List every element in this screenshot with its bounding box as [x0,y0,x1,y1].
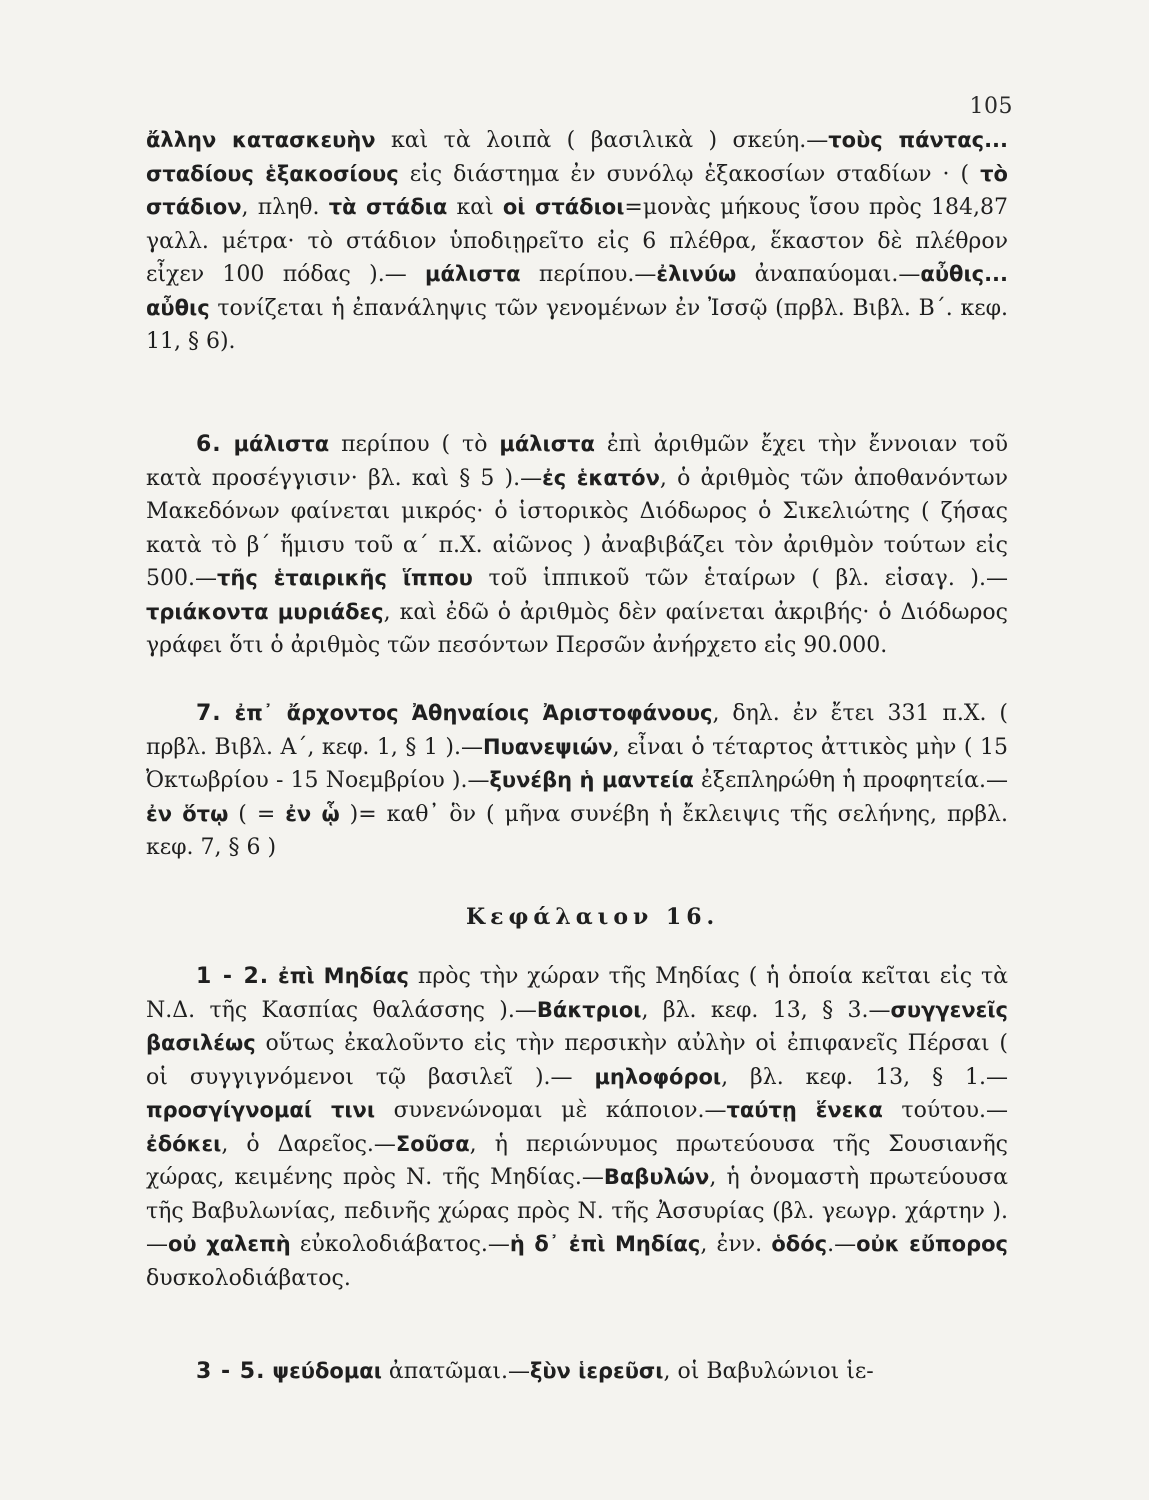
paragraph-number: 1 - 2. [196,964,270,989]
gloss-text: , πληθ. [241,195,329,220]
glossed-term: αὖθις... αὖθις [146,262,1009,320]
paragraph-text [272,1359,873,1384]
gloss-text: )= καθ᾽ ὃν ( μῆνα συνέβη ἡ ἔκλειψις τῆς σελήνης, πρβλ. κεφ. 7, § 6 ) [146,801,1008,860]
gloss-text: , ἡ περιώνυμος πρωτεύουσα τῆς Σουσιανῆς χώρας, κειμένης πρὸς Ν. τῆς Μηδίας.— [146,1131,1008,1190]
glossed-term: ὁδός [771,1232,828,1256]
glossed-term: ἡ δ᾽ ἐπὶ Μηδίας [509,1232,701,1256]
glossed-term: ἐν ὅτῳ [146,801,229,826]
gloss-text: , ὁ ἀριθμὸς τῶν ἀποθανόντων Μακεδόνων φαίνεται μικρός· ὁ ἱστορικὸς Διόδωρος ὁ Σικελιώτης ( ζήσας κατὰ τὸ β΄ ἥμισυ τοῦ α΄ π.Χ. αἰῶνος ) ἀναβιβάζει τὸν ἀριθμὸν τούτων εἰς 500.— [146,465,1008,591]
glossed-term: τοὺς πάντας... σταδίους ἑξακοσίους [146,128,1009,186]
glossed-term: ἐπ᾽ ἄρχοντος Ἀθηναίοις Ἀριστοφάνους [234,701,713,725]
commentary-paragraph-7 [146,697,1008,865]
gloss-text: πρὸς τὴν χώραν τῆς Μηδίας ( ἡ ὁποία κεῖται εἰς τὰ Ν.Δ. τῆς Κασπίας θαλάσσης ).— [146,964,1008,1023]
gloss-text: ( = [228,801,286,827]
paragraph-text [146,432,1008,658]
commentary-paragraph-6 [146,428,1008,663]
glossed-term: ἐς ἑκατόν [542,465,660,490]
gloss-text: ἀναπαύομαι.— [736,262,921,287]
chapter-heading: Κεφάλαιον 16. [466,904,720,930]
glossed-term: τῆς ἑταιρικῆς ἵππου [216,566,473,590]
glossed-term: οὐ χαλεπὴ [168,1232,291,1256]
glossed-term: ἐπὶ Μηδίας [278,964,410,988]
gloss-text: περίπου ( τὸ [329,432,500,457]
gloss-text: , οἱ Βαβυλώνιοι ἱε- [663,1359,874,1384]
gloss-text: συνενώνομαι μὲ κάποιον.— [375,1098,727,1123]
glossed-term: ἄλλην κατασκευὴν [146,128,376,152]
gloss-text: ἀπατῶμαι.— [381,1359,530,1384]
paragraph-text [146,701,1008,860]
paragraph-number: 6. [196,432,222,457]
gloss-text: , δηλ. ἐν ἔτει 331 π.Χ. ( πρβλ. Βιβλ. Α΄, κεφ. 1, § 1 ).— [146,701,1008,760]
glossed-term: Σοῦσα [395,1131,470,1156]
gloss-text: =μονὰς μήκους ἴσου πρὸς 184,87 γαλλ. μέτρα· τὸ στάδιον ὑποδιῃρεῖτο εἰς 6 πλέθρα, ἕκαστον δὲ πλέθρον εἶχεν 100 πόδας ).— [146,195,1009,287]
glossed-term: τὸ στάδιον [146,161,1008,219]
glossed-term: ξὺν ἱερεῦσι [529,1359,664,1383]
gloss-text: τοῦ ἱππικοῦ τῶν ἑταίρων ( βλ. εἰσαγ. ).— [472,566,1008,591]
paragraph-text [146,964,1008,1291]
glossed-term: ξυνέβη ἡ μαντεία [489,768,694,792]
page-number: 105 [969,94,1013,119]
glossed-term: οἱ στάδιοι [502,195,625,219]
glossed-term: τὰ στάδια [328,195,448,219]
glossed-term: Βάκτριοι [536,997,642,1022]
gloss-text: εὐκολοδιάβατος.— [290,1232,510,1257]
glossed-term: ἐν ᾧ [285,801,340,826]
gloss-text: εἰς διάστημα ἐν συνόλῳ ἑξακοσίων σταδίων · ( [398,161,981,187]
glossed-term: μάλιστα [499,432,595,456]
gloss-text: περίπου.— [520,262,657,287]
commentary-paragraph-1-2 [146,960,1008,1295]
glossed-term: Πυανεψιών [482,734,613,759]
gloss-text: , εἶναι ὁ τέταρτος ἀττικὸς μὴν ( 15 Ὀκτωβρίου - 15 Νοεμβρίου ).— [146,734,1008,793]
gloss-text: τονίζεται ἡ ἐπανάληψις τῶν γενομένων ἐν Ἰσσῷ (πρβλ. Βιβλ. Β΄. κεφ. 11, § 6). [146,295,1008,354]
commentary-paragraph-intro [146,124,1008,359]
glossed-term: Βαβυλών [603,1165,710,1189]
gloss-text: δυσκολοδιάβατος. [146,1265,351,1291]
commentary-paragraph-3-5 [146,1355,1008,1389]
glossed-term: ἐλινύω [656,262,737,286]
glossed-term: προσγίγνομαί τινι [146,1098,376,1122]
glossed-term: οὐκ εὔπορος [856,1232,1008,1256]
paragraph-number: 3 - 5. [196,1359,266,1384]
gloss-text: , ἡ ὀνομαστὴ πρωτεύουσα τῆς Βαβυλωνίας, πεδινῆς χώρας πρὸς Ν. τῆς Ἀσσυρίας (βλ. γεωγρ. χάρτην ).— [146,1165,1008,1257]
glossed-term: ψεύδομαι [272,1359,382,1383]
gloss-text: καὶ τὰ λοιπὰ ( βασιλικὰ ) σκεύη.— [375,128,829,153]
gloss-text: , καὶ ἐδῶ ὁ ἀριθμὸς δὲν φαίνεται ἀκριβής· ὁ Διόδωρος γράφει ὅτι ὁ ἀριθμὸς τῶν πεσόντων Περσῶν ἀνήρχετο εἰς 90.000. [146,599,1008,658]
gloss-text: , βλ. κεφ. 13, § 3.— [641,997,891,1023]
glossed-term: μάλιστα [425,262,521,286]
glossed-term: τριάκοντα μυριάδες [146,599,384,624]
glossed-term: συγγενεῖς βασιλέως [146,997,1008,1055]
glossed-term: ταύτῃ ἕνεκα [726,1098,883,1122]
glossed-term: μηλοφόροι [594,1064,722,1089]
gloss-text: οὕτως ἐκαλοῦντο εἰς τὴν περσικὴν αὐλὴν οἱ ἐπιφανεῖς Πέρσαι ( οἱ συγγιγνόμενοι τῷ βασιλεῖ ).— [146,1031,1008,1090]
gloss-text: .— [827,1232,857,1257]
gloss-text: καὶ [447,195,503,220]
gloss-text: ἐπὶ ἀριθμῶν ἔχει τὴν ἔννοιαν τοῦ κατὰ προσέγγισιν· βλ. καὶ § 5 ).— [146,432,1008,491]
gloss-text: , ὁ Δαρεῖος.— [221,1131,396,1157]
paragraph-number: 7. [196,701,222,726]
glossed-term: μάλιστα [233,432,330,456]
gloss-text: , βλ. κεφ. 13, § 1.— [721,1064,1008,1090]
gloss-text: ἐξεπληρώθη ἡ προφητεία.— [693,768,1008,793]
gloss-text: τούτου.— [882,1098,1008,1123]
paragraph-text [146,124,1008,359]
gloss-text: , ἐνν. [700,1232,772,1257]
glossed-term: ἐδόκει [146,1131,222,1156]
